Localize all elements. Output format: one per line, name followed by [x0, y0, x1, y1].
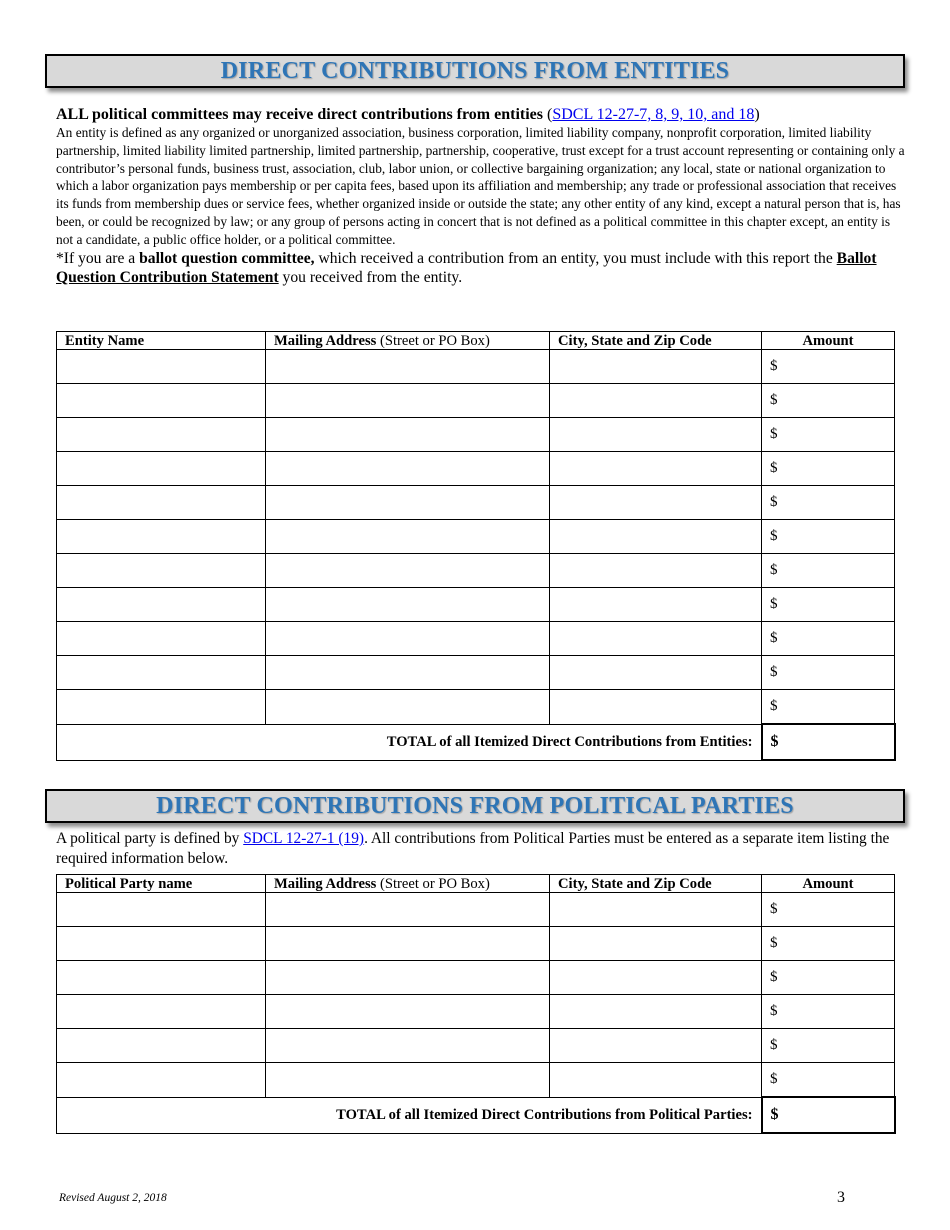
ballot-question-note: *If you are a ballot question committee, which received a contribution from an entity, you must include with this report the Ballot Question Contribution Statement you received from the entity. — [56, 249, 877, 287]
address-cell[interactable] — [266, 927, 550, 961]
entities-table — [56, 331, 896, 761]
amount-cell[interactable]: $ — [762, 520, 895, 554]
entity-row — [57, 656, 895, 690]
entity-row — [57, 520, 895, 554]
amount-cell[interactable]: $ — [762, 927, 895, 961]
name-cell[interactable] — [57, 350, 266, 384]
entity-definition: An entity is defined as any organized or unorganized association, business corporation, limited liability company, nonprofit corporation, limited liability partnership, limited liability limited partnership, limited partnership, partnership, cooperative, trust except for a trust account representing or containing only a contributor’s personal funds, business trust, association, club, labor union, or collective bargaining organization; any local, state or national organization to which a labor organization pays membership or per capita fees, based upon its affiliation and membership; any trade or professional association that receives its funds from membership dues or service fees, whether organized inside or outside the state; any other entity of any kind, except a natural person that is, has been, or could be recognized by law; or any group of persons acting in concert that is not defined as a political committee in this chapter except, an entity is not a candidate, a public office holder, or a political committee. — [56, 125, 905, 247]
name-cell[interactable] — [57, 1063, 266, 1098]
address-cell[interactable] — [266, 995, 550, 1029]
entities-total-row — [57, 724, 895, 760]
amount-cell[interactable]: $ — [762, 554, 895, 588]
entities-section-title: DIRECT CONTRIBUTIONS FROM ENTITIES — [45, 54, 905, 88]
city-state-zip-cell[interactable] — [550, 690, 762, 725]
name-cell[interactable] — [57, 1029, 266, 1063]
city-state-zip-cell[interactable] — [550, 384, 762, 418]
party-row — [57, 961, 895, 995]
entity-row — [57, 452, 895, 486]
amount-cell[interactable]: $ — [762, 1063, 895, 1098]
name-cell[interactable] — [57, 690, 266, 725]
column-header-city-state-zip: City, State and Zip Code — [550, 875, 762, 893]
sdcl-entities-link[interactable]: SDCL 12-27-7, 8, 9, 10, and 18 — [552, 106, 755, 123]
amount-cell[interactable]: $ — [762, 690, 895, 725]
city-state-zip-cell[interactable] — [550, 622, 762, 656]
entity-row — [57, 554, 895, 588]
column-header-entity-name: Entity Name — [57, 332, 266, 350]
address-cell[interactable] — [266, 690, 550, 725]
address-cell[interactable] — [266, 384, 550, 418]
entity-row — [57, 588, 895, 622]
address-cell[interactable] — [266, 1063, 550, 1098]
entity-row — [57, 384, 895, 418]
name-cell[interactable] — [57, 656, 266, 690]
party-row — [57, 1029, 895, 1063]
address-cell[interactable] — [266, 418, 550, 452]
entity-row — [57, 418, 895, 452]
name-cell[interactable] — [57, 893, 266, 927]
city-state-zip-cell[interactable] — [550, 656, 762, 690]
column-header-amount: Amount — [762, 332, 895, 350]
parties-header-row — [57, 875, 895, 893]
entity-row — [57, 486, 895, 520]
parties-total-amount[interactable]: $ — [762, 1097, 895, 1133]
amount-cell[interactable]: $ — [762, 418, 895, 452]
entities-intro — [56, 105, 906, 288]
address-cell[interactable] — [266, 588, 550, 622]
ballot-statement-name: Ballot Question Contribution Statement — [56, 249, 877, 287]
amount-cell[interactable]: $ — [762, 384, 895, 418]
name-cell[interactable] — [57, 384, 266, 418]
amount-cell[interactable]: $ — [762, 995, 895, 1029]
city-state-zip-cell[interactable] — [550, 418, 762, 452]
name-cell[interactable] — [57, 418, 266, 452]
address-cell[interactable] — [266, 350, 550, 384]
entity-row — [57, 350, 895, 384]
name-cell[interactable] — [57, 995, 266, 1029]
name-cell[interactable] — [57, 961, 266, 995]
city-state-zip-cell[interactable] — [550, 893, 762, 927]
name-cell[interactable] — [57, 452, 266, 486]
party-row — [57, 1063, 895, 1098]
address-cell[interactable] — [266, 622, 550, 656]
page-number: 3 — [837, 1189, 845, 1206]
city-state-zip-cell[interactable] — [550, 1063, 762, 1098]
name-cell[interactable] — [57, 486, 266, 520]
address-cell[interactable] — [266, 961, 550, 995]
amount-cell[interactable]: $ — [762, 486, 895, 520]
address-cell[interactable] — [266, 893, 550, 927]
entities-lead: ALL political committees may receive direct contributions from entities (SDCL 12-27-7, 8, 9, 10, and 18) — [56, 106, 760, 123]
column-header-mailing-address: Mailing Address (Street or PO Box) — [266, 332, 550, 350]
parties-total-label: TOTAL of all Itemized Direct Contributions from Political Parties: — [57, 1097, 762, 1133]
entities-total-amount[interactable]: $ — [762, 724, 895, 760]
column-header-city-state-zip: City, State and Zip Code — [550, 332, 762, 350]
parties-section-title: DIRECT CONTRIBUTIONS FROM POLITICAL PARTIES — [45, 789, 905, 823]
name-cell[interactable] — [57, 622, 266, 656]
party-row — [57, 995, 895, 1029]
column-header-party-name: Political Party name — [57, 875, 266, 893]
amount-cell[interactable]: $ — [762, 350, 895, 384]
amount-cell[interactable]: $ — [762, 893, 895, 927]
amount-cell[interactable]: $ — [762, 452, 895, 486]
address-cell[interactable] — [266, 452, 550, 486]
party-row — [57, 927, 895, 961]
city-state-zip-cell[interactable] — [550, 995, 762, 1029]
city-state-zip-cell[interactable] — [550, 961, 762, 995]
city-state-zip-cell[interactable] — [550, 554, 762, 588]
city-state-zip-cell[interactable] — [550, 350, 762, 384]
city-state-zip-cell[interactable] — [550, 520, 762, 554]
name-cell[interactable] — [57, 554, 266, 588]
amount-cell[interactable]: $ — [762, 1029, 895, 1063]
city-state-zip-cell[interactable] — [550, 486, 762, 520]
parties-total-row — [57, 1097, 895, 1133]
entities-header-row — [57, 332, 895, 350]
address-cell[interactable] — [266, 656, 550, 690]
address-cell[interactable] — [266, 520, 550, 554]
city-state-zip-cell[interactable] — [550, 452, 762, 486]
parties-intro: A political party is defined by SDCL 12-27-1 (19). All contributions from Political Parties must be entered as a separate item listing the required information below. — [56, 830, 890, 867]
amount-cell[interactable]: $ — [762, 961, 895, 995]
entity-row — [57, 622, 895, 656]
entities-lead-bold: ALL political committees may receive direct contributions from entities — [56, 106, 544, 123]
address-cell[interactable] — [266, 1029, 550, 1063]
amount-cell[interactable]: $ — [762, 656, 895, 690]
entities-total-label: TOTAL of all Itemized Direct Contributions from Entities: — [57, 724, 762, 760]
city-state-zip-cell[interactable] — [550, 927, 762, 961]
amount-cell[interactable]: $ — [762, 622, 895, 656]
city-state-zip-cell[interactable] — [550, 1029, 762, 1063]
entity-row — [57, 690, 895, 725]
revision-date: Revised August 2, 2018 — [59, 1192, 167, 1204]
address-cell[interactable] — [266, 486, 550, 520]
name-cell[interactable] — [57, 588, 266, 622]
sdcl-political-party-link[interactable]: SDCL 12-27-1 (19) — [243, 830, 365, 847]
party-row — [57, 893, 895, 927]
name-cell[interactable] — [57, 927, 266, 961]
column-header-mailing-address: Mailing Address (Street or PO Box) — [266, 875, 550, 893]
address-cell[interactable] — [266, 554, 550, 588]
name-cell[interactable] — [57, 520, 266, 554]
parties-table — [56, 874, 896, 1134]
city-state-zip-cell[interactable] — [550, 588, 762, 622]
column-header-amount: Amount — [762, 875, 895, 893]
amount-cell[interactable]: $ — [762, 588, 895, 622]
